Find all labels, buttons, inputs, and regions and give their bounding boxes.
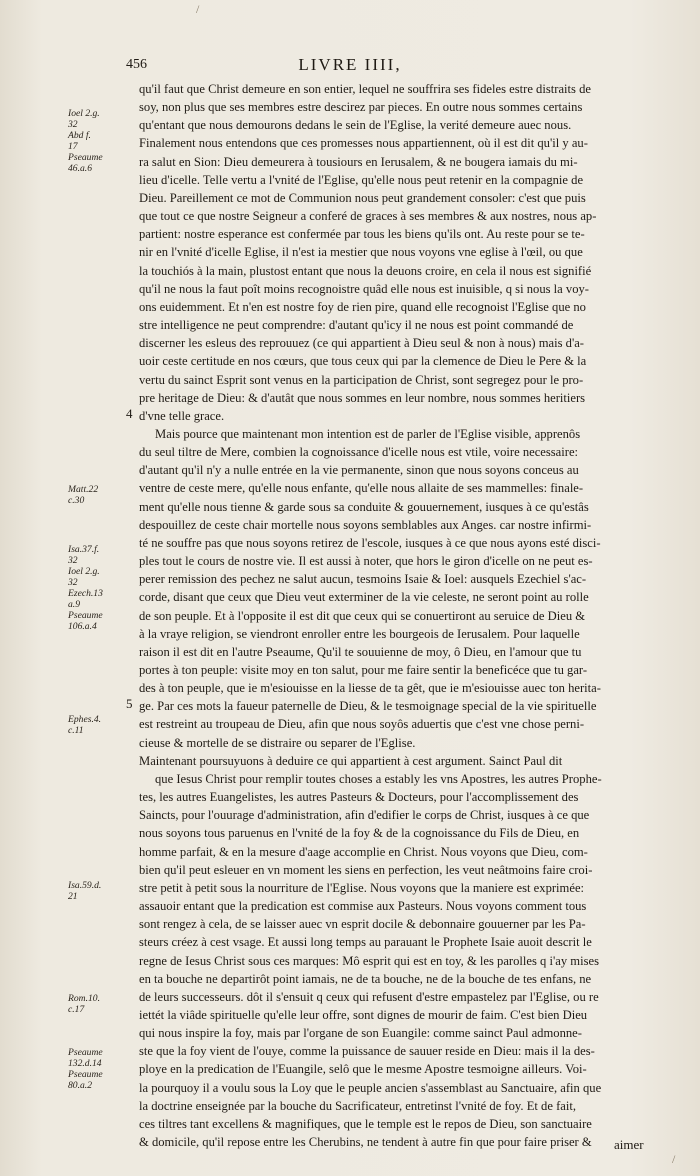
top-ink-mark: / [196,2,200,16]
text-line: Finalement nous entendons que ces promesses nous appartiennent, où il est dit qu'il y au- [139,136,588,151]
text-line: perer remission des pechez ne salut aucun, tesmoins Isaie & Ioel: ausquels Ezechiel s'ac- [139,572,587,587]
text-line: la pourquoy il a voulu sous la Loy que le peuple ancien s'assemblast au Sanctuaire, afin que [139,1080,602,1095]
text-line: ge. Par ces mots la faueur paternelle de Dieu, & le tesmoignage special de la vie spirituelle [139,699,597,714]
text-line: sont rengez à cela, de se laisser auec vn esprit docile & debonnaire gouuerner par les Pa- [139,917,586,932]
text-line: té ne souffre pas que nous soyons retirez de l'escole, iusques à ce que nous ayons esté disci- [139,535,601,550]
text-line: lieu d'icelle. Telle vertu a l'vnité de l'Eglise, qu'elle nous peut retenir en la compagnie de [139,172,584,187]
text-line: en ta bouche ne departirôt point iamais, ne de ta bouche, ne de la bouche de tes enfans, ne [139,971,592,986]
text-line: Saincts, pour l'ouurage d'administration, afin d'edifier le corps de Christ, iusques à ce que [139,808,590,823]
text-line: uoir ceste certitude en nos cœurs, que tous ceux qui par la clemence de Dieu le Pere & la [139,354,587,369]
text-line: soy, non plus que ses membres estre descirez par pieces. En outre nous sommes certains [139,100,583,115]
text-line: qu'il faut que Christ demeure en son entier, lequel ne souffrira ses fideles estre distraits de [139,82,591,96]
text-line: discerner les esleus des reprouuez (ce qui appartient à Dieu seul & non à nous) mais d'a- [139,336,584,351]
text-line: ploye en la predication de l'Euangile, selô que le mesme Apostre tesmoigne ailleurs. Voi- [139,1062,587,1077]
text-line: la touchiós à la main, plustost entant que nous la deuons croire, en cela il nous est signifié [139,263,592,278]
text-line: homme parfait, & en la mesure d'aage accomplie en Christ. Nous voyons que Dieu, com- [139,844,588,859]
text-line: Mais pource que maintenant mon intention est de parler de l'Eglise visible, apprenôs [155,426,581,441]
text-line: ons euidemment. Et n'en est nostre foy de rien pire, quand elle recognoist l'Eglise que no [139,299,586,314]
running-title: LIVRE IIII, [298,55,402,74]
text-line: iettét la viâde spirituelle qu'elle leur offre, sont dignes de mourir de faim. C'est bien Dieu [139,1007,588,1022]
text-line: ment qu'elle nous tienne & garde sous sa conduite & gouuernement, iusques à ce qu'estâs [139,499,589,514]
text-line: stre intelligence ne peut comprendre: d'autant qu'icy il ne nous est point commandé de [139,318,574,333]
margin-reference: Pseaume 132.d.14 Pseaume 80.a.2 [68,1047,103,1091]
text-line: despouillez de ceste chair mortelle nous soyons semblables aux Anges. car nostre infirmi- [139,517,592,532]
text-line: de leurs successeurs. dôt il s'ensuit q ceux qui refusent d'estre empastelez par l'Eglise, ou re [139,989,599,1004]
text-line: Maintenant poursuyuons à deduire ce qui appartient à cest argument. Sainct Paul dit [139,753,563,768]
text-line: corde, disant que ceux que Dieu veut exterminer de la vie celeste, ne seront point au rolle [139,590,589,605]
text-line: portes à ton peuple: visite moy en ton salut, pour me faire sentir la beneficéce que tu gar- [139,663,588,677]
text-line: ces tiltres tant excellens & magnifiques, que le temple est le repos de Dieu, son sanctuaire [139,1116,592,1131]
text-line: ste que la foy vient de l'ouye, comme la puissance de sauuer reside en Dieu: mais il la des- [139,1044,595,1059]
text-line: la doctrine enseignée par la bouche du Sacrificateur, entretinst l'vnité de foy. Et de fait, [139,1098,577,1113]
page-number: 456 [126,57,147,72]
text-line: qu'il ne nous la faut poît moins recognoistre quâd elle nous est inuisible, q si nous la voy- [139,281,589,296]
margin-reference: Ephes.4. c.11 [68,714,102,736]
margin-reference: Matt.22 c.30 [68,484,99,506]
text-line: partient: nostre esperance est confermée par tous les biens qu'ils ont. Au reste pour se te- [139,227,585,242]
text-line: nir en l'vnité d'icelle Eglise, il n'est ia mestier que nous voyons vne eglise à l'œil, ou que [139,245,583,260]
text-line: ventre de ceste mere, qu'elle nous enfante, qu'elle nous allaite de ses mammelles: finale- [139,481,584,496]
text-line: tes, les autres Euangelistes, les autres Pasteurs & Docteurs, pour l'accomplissement des [139,790,579,805]
text-line: du seul tiltre de Mere, combien la cognoissance d'icelle nous est vtile, voire necessaire: [139,445,579,460]
text-line: qu'entant que nous demourons dedans le sein de l'Eglise, la verité demeure auec nous. [139,118,572,133]
text-line: Dieu. Pareillement ce mot de Communion nous peut grandement consoler: c'est que puis [139,190,586,205]
text-line: bien qu'il peut esleuer en vn moment les siens en perfection, les veut neâtmoins faire croi- [139,862,593,877]
text-line: cieuse & mortelle de se distraire ou separer de l'Eglise. [139,735,416,750]
text-line: raison il est dit en l'autre Pseaume, Qu'il te souuienne de moy, ô Dieu, en l'amour que tu [139,644,582,659]
text-line: vertu du sainct Esprit sont venus en la participation de Christ, sont segregez pour le pro- [139,372,584,387]
text-line: assauoir entant que la predication est commise aux Pasteurs. Nous voyons comment tous [139,899,587,914]
text-line: ples tout le cours de nostre vie. Il est aussi à noter, que hors le giron d'icelle on ne peut es- [139,554,593,569]
text-line: d'autant qu'il n'y a nulle entrée en la vie permanente, sinon que nous soyons conceus au [139,463,579,478]
text-line: & domicile, qu'il repose entre les Cherubins, ne tendent à autre fin que pour faire priser & [139,1135,592,1150]
body-text [139,80,649,1151]
bottom-ink-mark: / [672,1152,676,1166]
paragraph-number: 4 [126,406,133,421]
text-line: nous soyons tous paruenus en l'vnité de la foy & de la cognoissance du Fils de Dieu, en [139,826,580,841]
text-line: qui nous inspire la foy, mais par l'organe de son Euangile: comme sainct Paul admonne- [139,1026,582,1041]
text-line: d'vne telle grace. [139,408,225,423]
margin-reference: Rom.10. c.17 [68,993,100,1015]
margin-reference: Isa.59.d. 21 [68,880,102,902]
text-line: steurs créez à cest vsage. Et aussi long temps au parauant le Prophete Isaie auoit descrit le [139,935,592,950]
text-line: des à ton peuple, que ie m'esiouisse en la liesse de ta gêt, que ie m'esiouisse auec ton herita- [139,681,601,696]
text-line: que Iesus Christ pour remplir toutes choses a estably les vns Apostres, les autres Prophe- [155,771,602,786]
text-line: stre petit à petit sous la nourriture de l'Eglise. Nous voyons que la maniere est exprimée: [139,880,585,895]
text-line: regne de Iesus Christ sous ces marques: Mô esprit qui est en toy, & les parolles q i'ay mises [139,953,599,968]
text-line: est restreint au troupeau de Dieu, afin que nous soyôs aduertis que c'est vne chose perni- [139,717,585,732]
paragraph-number: 5 [126,696,133,711]
text-line: que tout ce que nostre Seigneur a conferé de graces à ses membres & aux nostres, nous ap- [139,209,597,224]
text-line: pre heritage de Dieu: & d'autât que nous sommes en leur nombre, nous sommes heritiers [139,390,586,405]
margin-reference: Ioel 2.g. 32 Abd f. 17 Pseaume 46.a.6 [68,108,103,174]
text-line: de son peuple. Et à l'opposite il est dit que ceux qui se conuertiront au seruice de Dieu & [139,608,586,623]
text-line: à la vraye religion, se viendront enroller entre les bourgeois de Ierusalem. Pour laquelle [139,626,580,641]
catchword: aimer [614,1137,644,1152]
text-line: ra salut en Sion: Dieu demeurera à tousiours en Ierusalem, & ne bougera iamais du mi- [139,154,578,169]
margin-reference: Isa.37.f. 32 Ioel 2.g. 32 Ezech.13 a.9 Pseaume 106.a.4 [68,544,103,632]
